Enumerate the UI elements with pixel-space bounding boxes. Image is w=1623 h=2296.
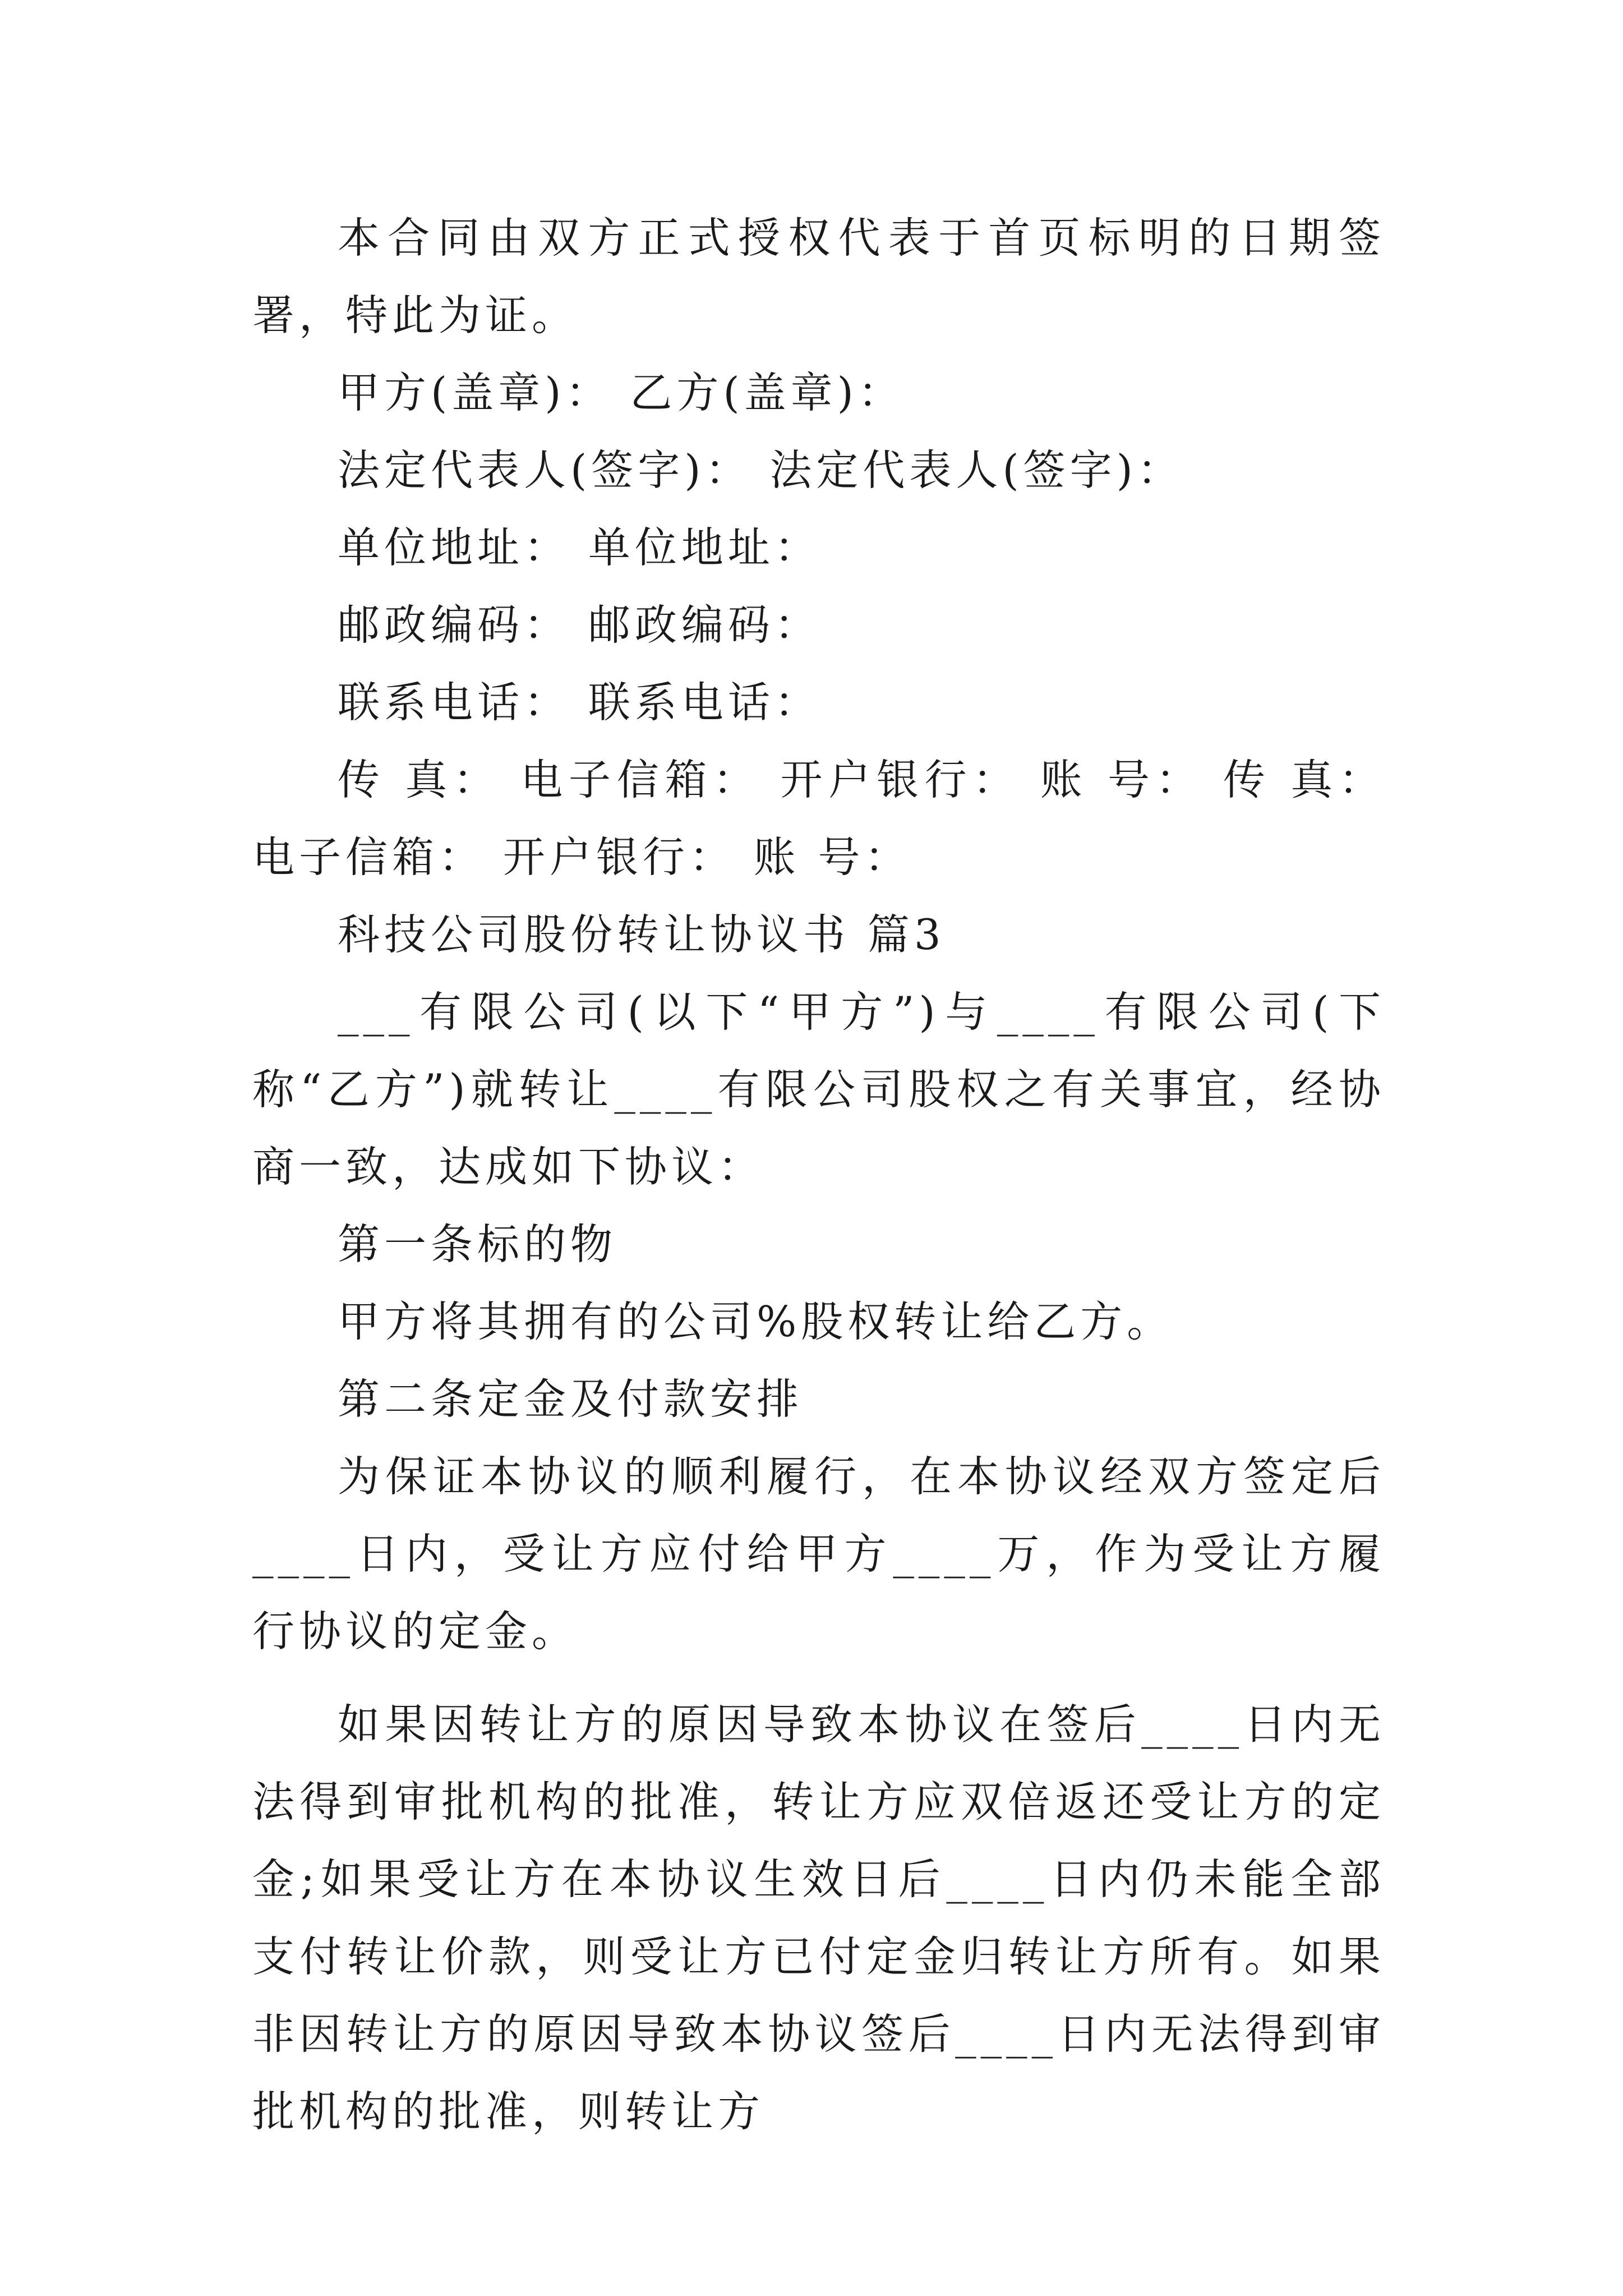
document-body [252, 199, 1385, 2150]
agreement-preamble: ___有限公司(以下“甲方”)与____有限公司(下称“乙方”)就转让____有限公司股权之有关事宜，经协商一致，达成如下协议： [252, 987, 1385, 1191]
article-2-heading: 第二条定金及付款安排 [338, 1374, 804, 1424]
party-seal-line: 甲方(盖章)： 乙方(盖章)： [338, 368, 905, 417]
legal-representative-line: 法定代表人(签字)： 法定代表人(签字)： [338, 445, 1184, 495]
signing-statement: 本合同由双方正式授权代表于首页标明的日期签署，特此为证。 [252, 213, 1385, 340]
address-line: 单位地址： 单位地址： [338, 523, 821, 572]
article-1-text: 甲方将其拥有的公司%股权转让给乙方。 [338, 1297, 1174, 1346]
article-1-heading: 第一条标的物 [338, 1220, 617, 1269]
phone-line: 联系电话： 联系电话： [338, 678, 821, 727]
article-2-penalty-text: 如果因转让方的原因导致本协议在签后____日内无法得到审批机构的批准，转让方应双倍返还受让方的定金;如果受让方在本协议生效日后____日内仍未能全部支付转让价款，则受让方已付定金归转让方所有。如果非因转让方的原因导致本协议签后____日内无法得到审批机构的批准，则转让方 [252, 1700, 1385, 2136]
fax-email-bank-line: 传 真： 电子信箱： 开户银行： 账 号： 传 真： 电子信箱： 开户银行： 账 号： [252, 755, 1385, 882]
section-title: 科技公司股份转让协议书 篇3 [338, 910, 946, 959]
postal-code-line: 邮政编码： 邮政编码： [338, 600, 821, 650]
article-2-deposit-text: 为保证本协议的顺利履行，在本协议经双方签定后____日内，受让方应付给甲方____万，作为受让方履行协议的定金。 [252, 1452, 1385, 1656]
